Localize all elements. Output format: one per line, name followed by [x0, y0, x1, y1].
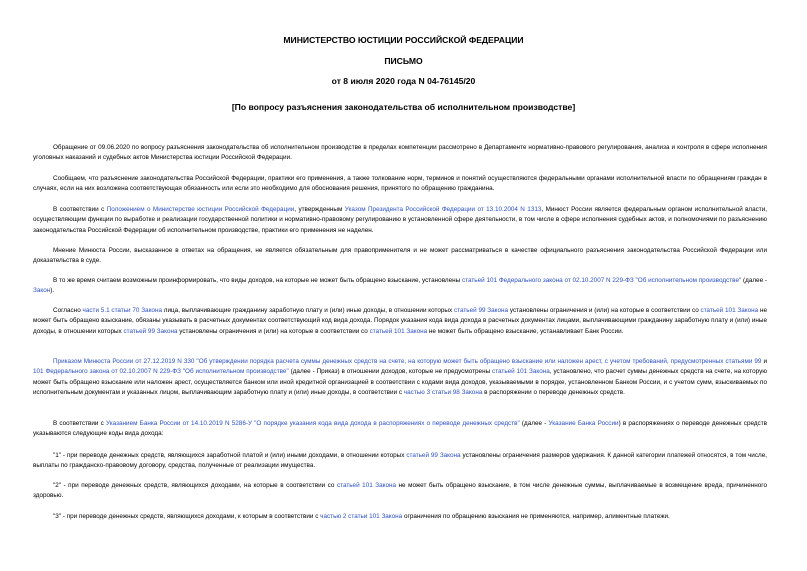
text: "3" - при переводе денежных средств, являющихся доходами, к которым в соответствии с — [53, 513, 321, 520]
link-bank-instruction-5286u[interactable]: Указанием Банка России от 14.10.2019 N 5286-У "О порядке указания кода вида дохода в распоряжениях о переводе денежных средств" — [106, 420, 520, 427]
paragraph-code-1 — [33, 451, 767, 472]
link-article-101[interactable]: статьей 101 Закона — [336, 482, 397, 489]
link-law[interactable]: Закон — [33, 287, 51, 295]
link-part-5-1-article-70[interactable]: части 5.1 статьи 70 Закона — [82, 307, 162, 314]
paragraph-code-3 — [33, 512, 767, 522]
document-subject: [По вопросу разъяснения законодательства об исполнительном производстве] — [231, 102, 576, 112]
paragraph-6 — [33, 306, 767, 337]
link-article-101-law[interactable]: статьей 101 Федерального закона от 02.10.2007 N 229-ФЗ "Об исполнительном производстве" — [462, 277, 742, 284]
ministry-title: МИНИСТЕРСТВО ЮСТИЦИИ РОССИЙСКОЙ ФЕДЕРАЦИИ — [283, 35, 524, 45]
text: ). — [50, 287, 55, 295]
text: не может быть обращено взыскание, обязаны указывать в расчетных документах соответствующий код вида дохода. Порядок указания кода вида дохода в расчетных документах лицами, выплачивающими гражданину заработную плату и (или) иные доходы, в отношении которых — [33, 307, 768, 335]
link-article-101[interactable]: статьей 101 Закона — [700, 307, 759, 314]
text: не может быть обращено взыскание, устанавливает Банк России. — [427, 327, 624, 335]
text: и — [761, 358, 767, 365]
document-date-number: от 8 июля 2020 года N 04-76145/20 — [331, 76, 476, 86]
link-article-101-federal-law[interactable]: 101 Федерального закона от 02.10.2007 N 229-ФЗ "Об исполнительном производстве" — [33, 368, 289, 376]
paragraph-code-2 — [33, 481, 767, 502]
text: установлены ограничения и (или) на которые в соответствии со — [508, 307, 701, 314]
text: "1" - при переводе денежных средств, являющихся заработной платой и (или) иными доходами, в отношении которых — [53, 452, 407, 459]
text: установлены ограничения размеров удержания. К данной категории платежей относятся, в том числе, выплаты по гражданско-правовому договору, средства, полученные от реализации имущества. — [33, 452, 768, 470]
text: "2" - при переводе денежных средств, являющихся доходами, на которые в соответствии со — [53, 482, 337, 489]
link-presidential-decree[interactable]: Указом Президента Российской Федерации от 13.10.2004 N 1313 — [344, 206, 542, 213]
text: В соответствии с — [53, 206, 107, 213]
document-type: ПИСЬМО — [384, 56, 423, 66]
paragraph-2: Сообщаем, что разъяснение законодательства Российской Федерации, практики его применения, а также толкование норм, терминов и понятий осуществляются федеральными органами исполнительной власти по обращениям граждан в случаях, если на них возложена соответствующая обязанность или если это необходимо для обоснования решения, принятого по обращению гражданина. — [33, 175, 767, 193]
link-article-99[interactable]: статьей 99 Закона — [123, 327, 178, 335]
link-article-101[interactable]: статьей 101 Закона — [369, 327, 428, 335]
paragraph-4: Мнение Минюста России, высказанное в ответах на обращения, не является обязательным для правоприменителя и не может рассматриваться в качестве официального разъяснения законодательства Российской Федерации или доказательства в суде. — [33, 247, 767, 265]
paragraph-7 — [33, 357, 767, 398]
link-part-2-article-101[interactable]: частью 2 статьи 101 Закона — [320, 513, 403, 520]
paragraph-1: Обращение от 09.06.2020 по вопросу разъяснения законодательства об исполнительном производстве в пределах компетенции рассмотрено в Департаменте нормативно-правового регулирования, анализа и контроля в сфере исполнения уголовных наказаний и судебных актов Министерства юстиции Российской Федерации. — [33, 144, 767, 162]
link-article-101[interactable]: статьей 101 Закона — [492, 368, 550, 376]
text: (далее - — [519, 420, 549, 427]
link-bank-instruction[interactable]: Указание Банка России — [548, 420, 619, 427]
text: установлены ограничения и (или) на которые в соответствии со — [177, 327, 370, 335]
text: , установлено, что расчет суммы денежных средств на счете, на которую может быть обращено взыскание или наложен арест, осуществляется банком или иной кредитной организацией в соответствии с кодами вида доходов, указываемыми в порядке, установленном Банком России, и с учетом сумм, взыскиваемых по исполнительным документам и указанных лицом, выплачивающим заработную плату и (или) иные доходы, в соответствии с — [33, 368, 767, 396]
text: , утвержденным — [294, 206, 345, 213]
text: в распоряжении о переводе денежных средств. — [482, 388, 625, 396]
link-article-99[interactable]: статьей 99 Закона — [453, 307, 509, 314]
link-article-99[interactable]: статьей 99 Закона — [406, 452, 461, 459]
text: В то же время считаем возможным проинформировать, что виды доходов, на которые не может быть обращено взыскание, установлены — [53, 277, 462, 284]
link-ministry-order-330[interactable]: Приказом Минюста России от 27.12.2019 N 330 "Об утверждении порядка расчета суммы денежных средств на счете, на которую может быть обращено взыскание или наложен арест, с учетом требований, предусмотренных статьями 99 — [53, 358, 762, 365]
text: , Минюст России является федеральным органом исполнительной власти, осуществляющим функции по выработке и реализации государственной политики и нормативно-правовому регулированию в установленной сфере деятельности, в том числе в сфере исполнения судебных актов, и полномочиями по разъяснению законодательства Российской Федерации об исполнительном производстве, практики его применения не наделен. — [33, 206, 768, 234]
paragraph-8 — [33, 419, 767, 440]
paragraph-5 — [33, 276, 767, 297]
paragraph-3 — [33, 205, 767, 236]
link-part-3-article-98[interactable]: частью 3 статьи 98 Закона — [403, 388, 483, 396]
text: не может быть обращено взыскание, в том числе денежные суммы, выплачиваемые в возмещение вреда, причиненного здоровью. — [33, 482, 767, 500]
text: (далее - Приказ) в отношении доходов, которые не предусмотрены — [288, 368, 493, 376]
text: ограничения по обращению взыскания не применяются, например, алиментные платежи. — [402, 513, 670, 520]
text: ) в распоряжениях о переводе денежных средств указываются следующие коды вида дохода: — [33, 420, 768, 438]
text: лица, выплачивающие гражданину заработную плату и (или) иные доходы, в отношении которых — [161, 307, 454, 314]
text: (далее - — [741, 277, 767, 284]
link-ministry-regulation[interactable]: Положением о Министерстве юстиции Российской Федерации — [106, 206, 295, 213]
text: В соответствии с — [53, 420, 106, 427]
text: Согласно — [53, 307, 83, 314]
